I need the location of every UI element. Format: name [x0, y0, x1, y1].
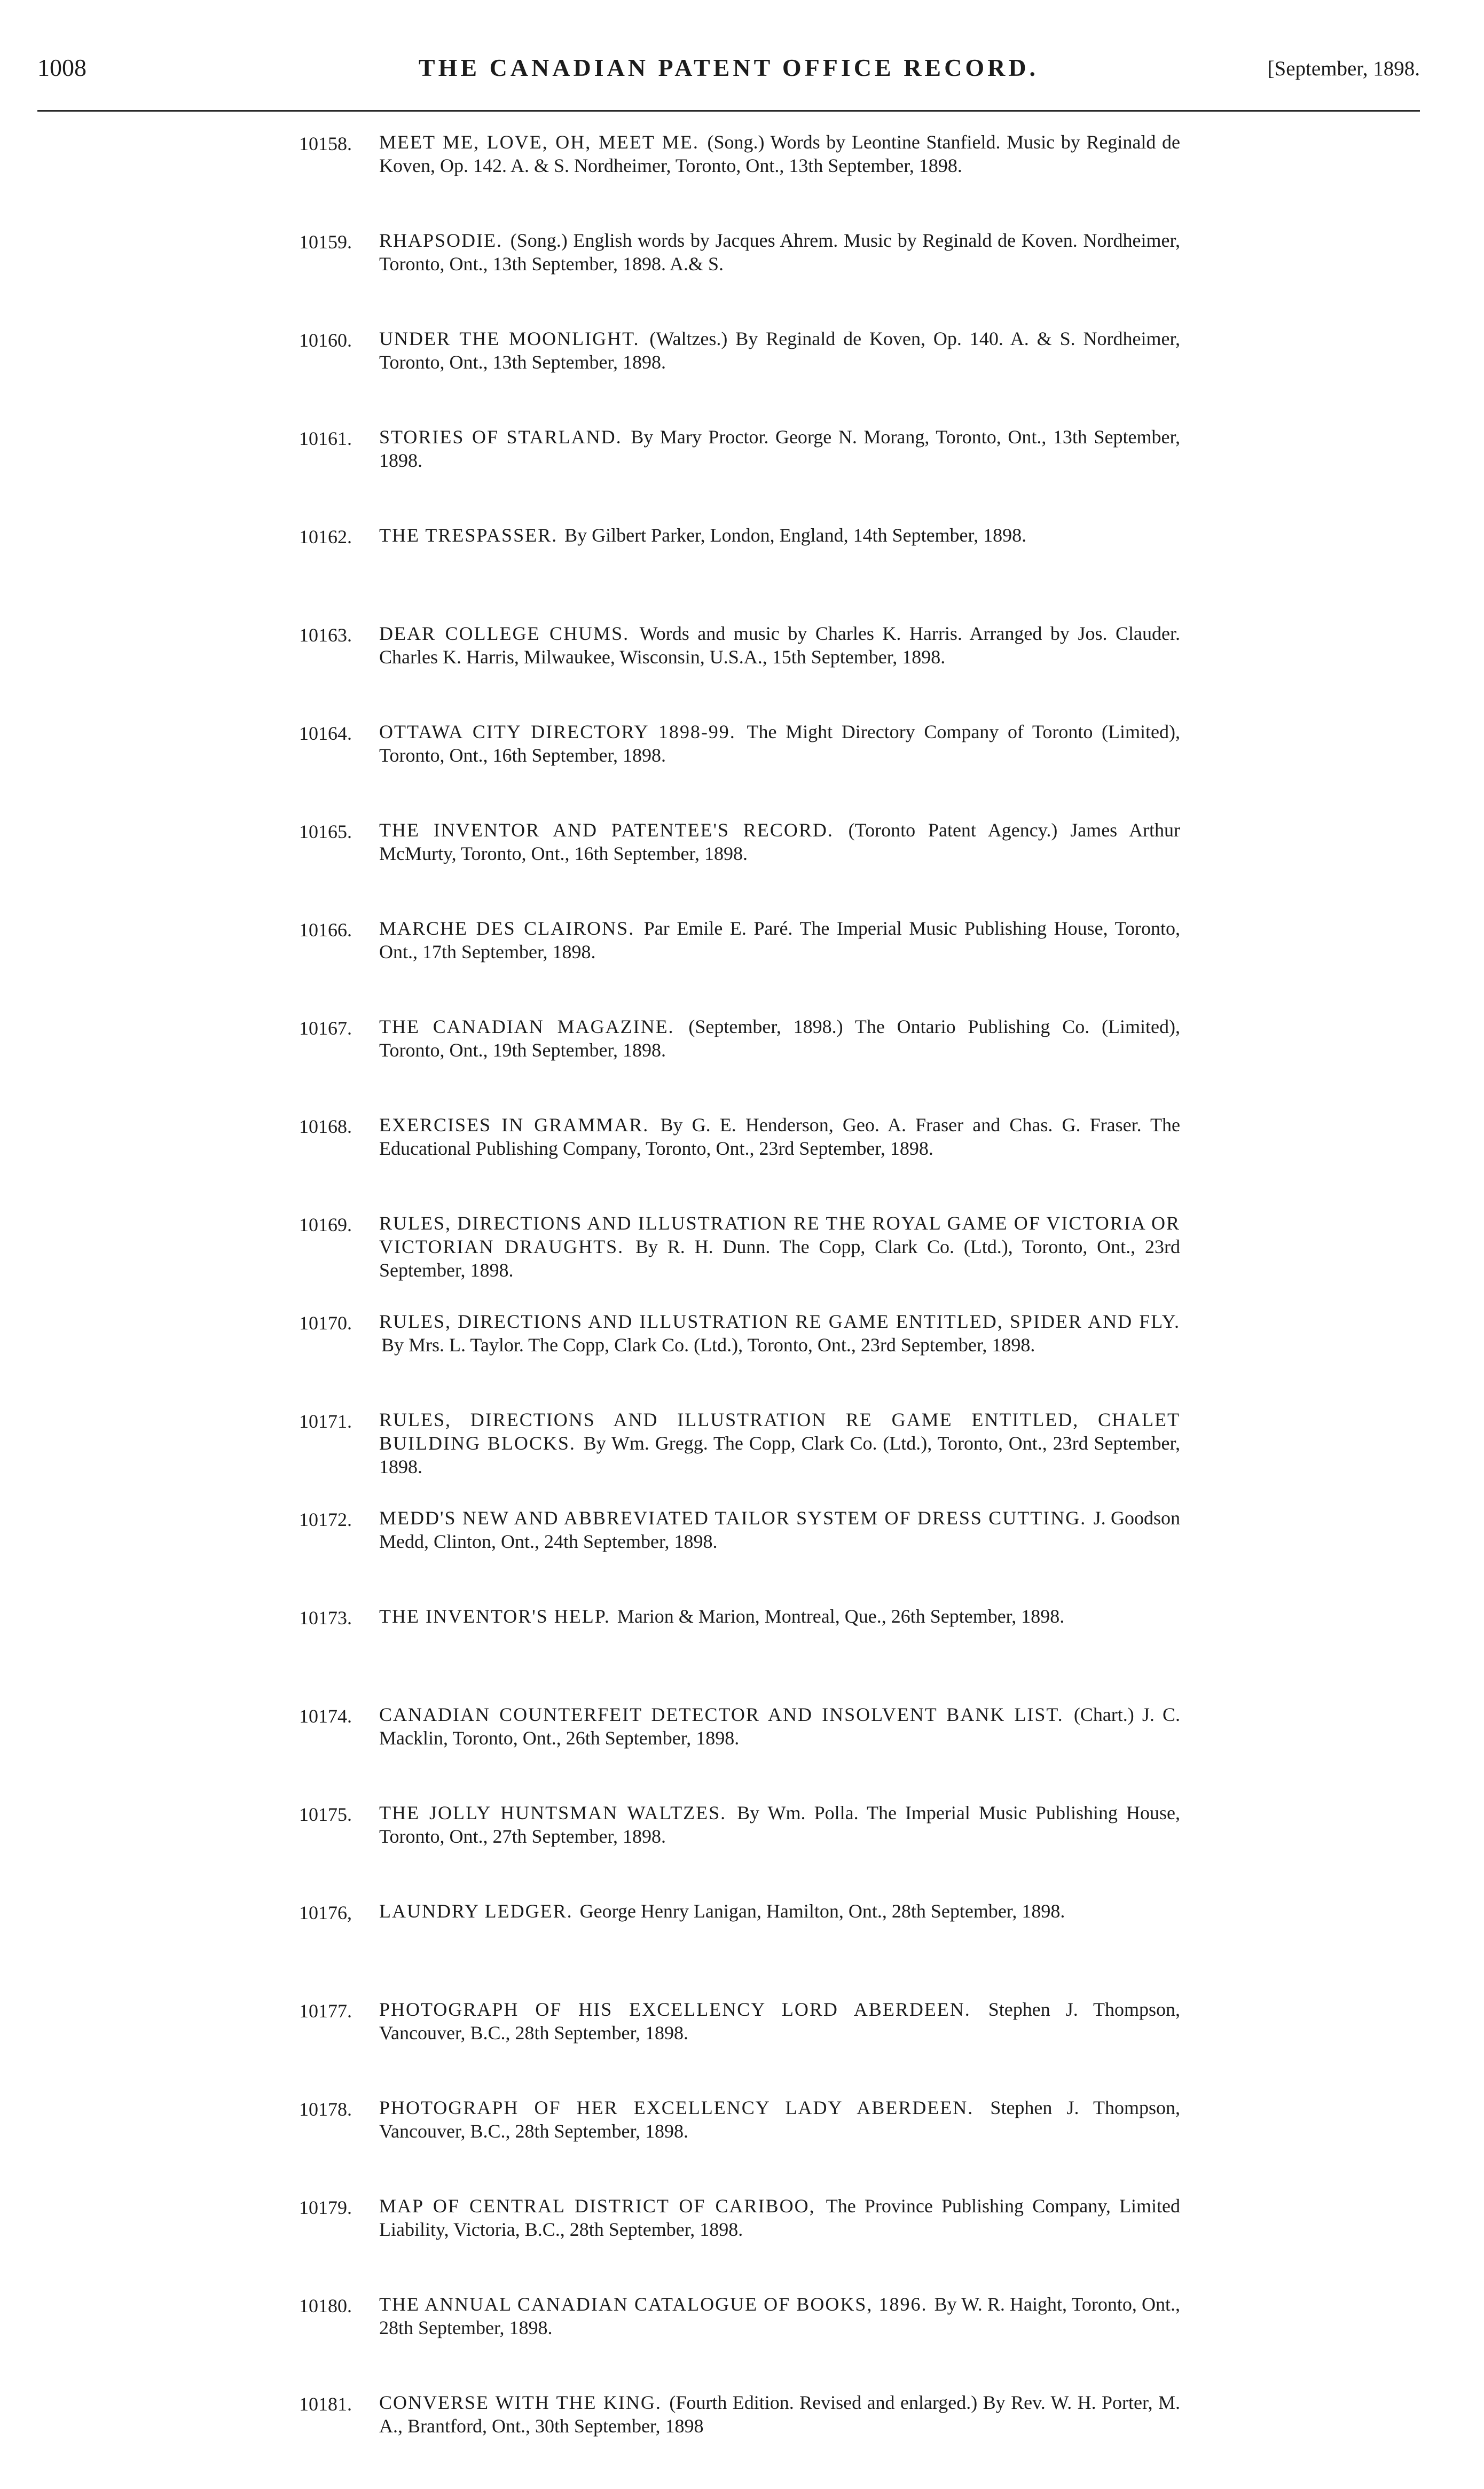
entry-text — [379, 2292, 1180, 2339]
entry-details: (Fourth Edition. Revised and enlarged.) By Rev. W. H. Porter, M. A., Brantford, Ont., 30th September, 1898 — [379, 2392, 1180, 2437]
entry-number: 10161. — [299, 428, 352, 449]
entry-text — [379, 1015, 1180, 1062]
entry-text — [379, 1310, 1180, 1357]
entry-title: LAUNDRY LEDGER. — [379, 1900, 573, 1922]
entry-title: THE TRESPASSER. — [379, 525, 558, 546]
entry-details: By W. R. Haight, Toronto, Ont., 28th September, 1898. — [379, 2294, 1181, 2338]
entry-number: 10176, — [299, 1902, 352, 1923]
entry-title: OTTAWA CITY DIRECTORY 1898-99. — [379, 721, 736, 742]
record-entry — [299, 130, 1180, 223]
record-entry — [299, 229, 1180, 322]
entry-number: 10180. — [299, 2295, 352, 2316]
entry-text — [379, 425, 1180, 472]
entry-text — [379, 1604, 1180, 1628]
entry-number: 10168. — [299, 1116, 352, 1137]
record-entry — [299, 1998, 1180, 2091]
entry-details: (September, 1898.) The Ontario Publishing Co. (Limited), Toronto, Ont., 19th September, 1898. — [379, 1016, 1181, 1061]
entry-text — [379, 917, 1180, 964]
record-entry — [299, 1015, 1180, 1108]
entry-title: RULES, DIRECTIONS AND ILLUSTRATION RE GAME ENTITLED, SPIDER AND FLY. — [379, 1311, 1180, 1332]
entry-details: By R. H. Dunn. The Copp, Clark Co. (Ltd.), Toronto, Ont., 23rd September, 1898. — [379, 1236, 1180, 1281]
record-entry — [299, 1211, 1180, 1304]
entry-text — [379, 229, 1180, 276]
entry-text — [379, 1703, 1180, 1750]
entry-title: CANADIAN COUNTERFEIT DETECTOR AND INSOLVENT BANK LIST. — [379, 1704, 1064, 1725]
entry-details: Par Emile E. Paré. The Imperial Music Publishing House, Toronto, Ont., 17th September, 1898. — [379, 918, 1180, 962]
record-entry — [299, 622, 1180, 715]
entry-text — [379, 2096, 1180, 2143]
entry-title: EXERCISES IN GRAMMAR. — [379, 1114, 649, 1136]
entry-title: MEET ME, LOVE, OH, MEET ME. — [379, 131, 699, 153]
entry-details: Words and music by Charles K. Harris. Arranged by Jos. Clauder. Charles K. Harris, Milwaukee, Wisconsin, U.S.A., 15th September, 1898. — [379, 623, 1180, 668]
entry-number: 10166. — [299, 919, 352, 941]
record-entry — [299, 720, 1180, 813]
entry-title: PHOTOGRAPH OF HER EXCELLENCY LADY ABERDEEN. — [379, 2097, 974, 2118]
entry-number: 10167. — [299, 1017, 352, 1039]
entry-number: 10172. — [299, 1509, 352, 1530]
entry-details: By Mrs. L. Taylor. The Copp, Clark Co. (Ltd.), Toronto, Ont., 23rd September, 1898. — [381, 1334, 1035, 1356]
entry-details: By Gilbert Parker, London, England, 14th September, 1898. — [564, 525, 1027, 546]
entry-details: (Song.) Words by Leontine Stanfield. Music by Reginald de Koven, Op. 142. A. & S. Nordheimer, Toronto, Ont., 13th September, 1898. — [379, 131, 1180, 176]
entry-number: 10159. — [299, 231, 352, 253]
entry-text — [379, 327, 1180, 374]
entry-details: The Province Publishing Company, Limited Liability, Victoria, B.C., 28th September, 1898. — [379, 2195, 1181, 2240]
record-entry — [299, 2096, 1180, 2189]
running-title: THE CANADIAN PATENT OFFICE RECORD. — [418, 54, 1039, 81]
entry-number: 10160. — [299, 330, 352, 351]
record-entry — [299, 1801, 1180, 1894]
entry-details: (Toronto Patent Agency.) James Arthur McMurty, Toronto, Ont., 16th September, 1898. — [379, 819, 1180, 864]
record-entry — [299, 2391, 1180, 2484]
entry-text — [379, 1408, 1180, 1478]
entry-text — [379, 1899, 1180, 1923]
entry-text — [379, 1998, 1180, 2045]
entry-title: THE INVENTOR AND PATENTEE'S RECORD. — [379, 819, 834, 841]
entry-title: THE INVENTOR'S HELP. — [379, 1606, 610, 1627]
record-entry — [299, 1113, 1180, 1206]
entry-title: RULES, DIRECTIONS AND ILLUSTRATION RE THE ROYAL GAME OF VICTORIA OR VICTORIAN DRAUGHTS. — [379, 1212, 1180, 1257]
entry-number: 10171. — [299, 1411, 352, 1432]
entry-text — [379, 622, 1180, 669]
entry-title: CONVERSE WITH THE KING. — [379, 2392, 662, 2413]
entry-text — [379, 2391, 1180, 2438]
record-entry — [299, 1310, 1180, 1403]
entry-number: 10179. — [299, 2197, 352, 2218]
record-entries — [299, 130, 1180, 2489]
record-entry — [299, 1899, 1180, 1992]
entry-number: 10163. — [299, 624, 352, 646]
entry-details: By Wm. Polla. The Imperial Music Publishing House, Toronto, Ont., 27th September, 1898. — [379, 1802, 1180, 1847]
entry-number: 10178. — [299, 2099, 352, 2120]
entry-number: 10174. — [299, 1705, 352, 1727]
entry-text — [379, 720, 1180, 767]
record-entry — [299, 917, 1180, 1009]
entry-title: THE ANNUAL CANADIAN CATALOGUE OF BOOKS, 1896. — [379, 2294, 928, 2315]
entry-title: PHOTOGRAPH OF HIS EXCELLENCY LORD ABERDEEN. — [379, 1999, 971, 2020]
entry-title: THE CANADIAN MAGAZINE. — [379, 1016, 674, 1037]
entry-details: By Wm. Gregg. The Copp, Clark Co. (Ltd.), Toronto, Ont., 23rd September, 1898. — [379, 1433, 1180, 1477]
entry-number: 10158. — [299, 133, 352, 154]
record-entry — [299, 327, 1180, 420]
entry-number: 10177. — [299, 2000, 352, 2022]
entry-details: Stephen J. Thompson, Vancouver, B.C., 28th September, 1898. — [379, 1999, 1181, 2044]
header-rule — [37, 110, 1420, 112]
entry-text — [379, 818, 1180, 865]
entry-title: UNDER THE MOONLIGHT. — [379, 328, 640, 349]
entry-details: J. Goodson Medd, Clinton, Ont., 24th September, 1898. — [379, 1507, 1181, 1552]
entry-title: DEAR COLLEGE CHUMS. — [379, 623, 630, 644]
record-entry — [299, 2292, 1180, 2385]
page-header — [37, 53, 1420, 92]
entry-details: (Waltzes.) By Reginald de Koven, Op. 140. A. & S. Nordheimer, Toronto, Ont., 13th September, 1898. — [379, 328, 1180, 373]
entry-details: George Henry Lanigan, Hamilton, Ont., 28th September, 1898. — [579, 1900, 1065, 1922]
record-entry — [299, 1506, 1180, 1599]
entry-details: Marion & Marion, Montreal, Que., 26th September, 1898. — [617, 1606, 1065, 1627]
entry-details: The Might Directory Company of Toronto (Limited), Toronto, Ont., 16th September, 1898. — [379, 721, 1180, 766]
entry-text — [379, 1113, 1180, 1160]
record-entry — [299, 818, 1180, 911]
entry-text — [379, 1801, 1180, 1848]
page-number: 1008 — [37, 54, 87, 81]
entry-number: 10170. — [299, 1312, 352, 1334]
record-entry — [299, 2194, 1180, 2287]
entry-number: 10181. — [299, 2393, 352, 2415]
entry-number: 10173. — [299, 1607, 352, 1629]
entry-text — [379, 1211, 1180, 1282]
entry-text — [379, 130, 1180, 177]
entry-title: MEDD'S NEW AND ABBREVIATED TAILOR SYSTEM OF DRESS CUTTING. — [379, 1507, 1087, 1529]
entry-title: MARCHE DES CLAIRONS. — [379, 918, 635, 939]
entry-number: 10175. — [299, 1804, 352, 1825]
entry-details: (Chart.) J. C. Macklin, Toronto, Ont., 26th September, 1898. — [379, 1704, 1181, 1749]
issue-date: [September, 1898. — [1267, 57, 1420, 80]
record-entry — [299, 1703, 1180, 1796]
entry-details: (Song.) English words by Jacques Ahrem. Music by Reginald de Koven. Nordheimer, Toronto, Ont., 13th September, 1898. A.& S. — [379, 230, 1180, 275]
record-entry — [299, 523, 1180, 616]
entry-number: 10169. — [299, 1214, 352, 1235]
entry-details: By G. E. Henderson, Geo. A. Fraser and Chas. G. Fraser. The Educational Publishing Company, Toronto, Ont., 23rd September, 1898. — [379, 1114, 1181, 1159]
entry-number: 10164. — [299, 723, 352, 744]
record-entry — [299, 425, 1180, 518]
entry-title: MAP OF CENTRAL DISTRICT OF CARIBOO, — [379, 2195, 815, 2217]
entry-text — [379, 523, 1180, 547]
entry-details: Stephen J. Thompson, Vancouver, B.C., 28th September, 1898. — [379, 2097, 1181, 2142]
record-entry — [299, 1408, 1180, 1501]
record-entry — [299, 1604, 1180, 1697]
entry-title: THE JOLLY HUNTSMAN WALTZES. — [379, 1802, 727, 1823]
entry-number: 10165. — [299, 821, 352, 842]
entry-number: 10162. — [299, 526, 352, 547]
entry-title: RHAPSODIE. — [379, 230, 503, 251]
entry-title: RULES, DIRECTIONS AND ILLUSTRATION RE GAME ENTITLED, CHALET BUILDING BLOCKS. — [379, 1409, 1180, 1454]
entry-details: By Mary Proctor. George N. Morang, Toronto, Ont., 13th September, 1898. — [379, 426, 1181, 471]
entry-text — [379, 2194, 1180, 2241]
entry-title: STORIES OF STARLAND. — [379, 426, 622, 448]
entry-text — [379, 1506, 1180, 1553]
